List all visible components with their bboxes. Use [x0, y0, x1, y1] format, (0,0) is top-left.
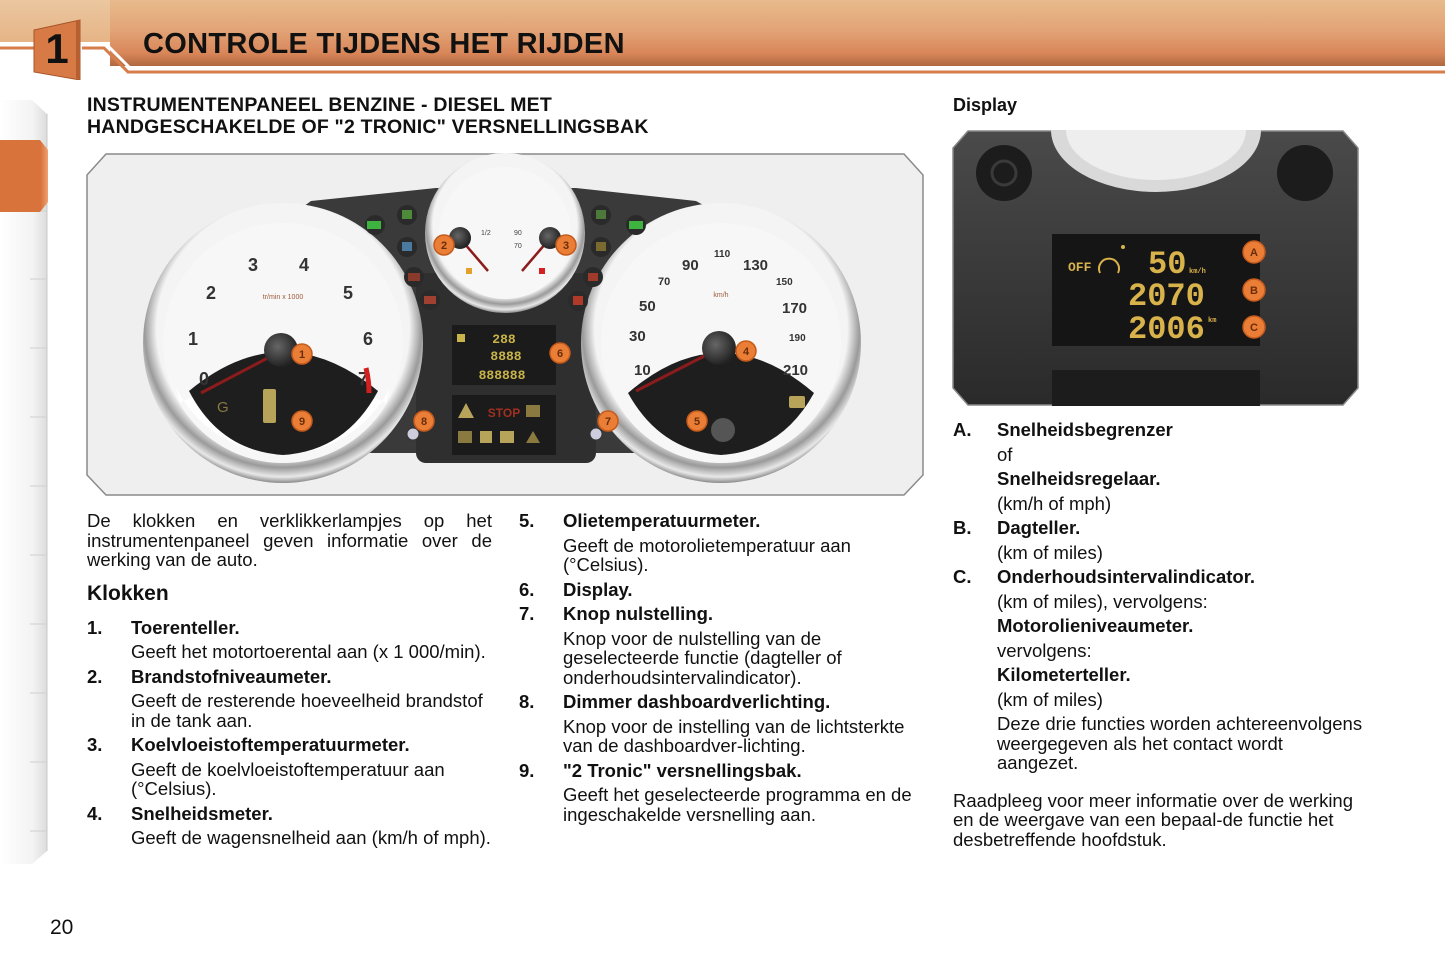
item-line: Onderhoudsintervalindicator. [997, 566, 1256, 587]
svg-text:288: 288 [492, 332, 516, 347]
chapter-header [0, 0, 1445, 80]
svg-text:3: 3 [562, 240, 570, 252]
section-title-line2: HANDGESCHAKELDE OF "2 TRONIC" VERSNELLINGSBAK [87, 116, 649, 138]
svg-text:90: 90 [514, 230, 522, 237]
svg-text:90: 90 [682, 257, 699, 274]
svg-text:8: 8 [420, 416, 428, 428]
svg-text:888888: 888888 [478, 368, 526, 383]
item-line: Snelheidsbegrenzer [997, 419, 1173, 440]
list-item [519, 580, 929, 600]
item-number: 3. [87, 734, 103, 755]
svg-text:70: 70 [514, 243, 522, 250]
item-title: Dimmer dashboardverlichting. [563, 691, 831, 712]
column-display-functions [953, 420, 1363, 849]
fuel-temperature-gauge [425, 153, 585, 313]
svg-text:2070: 2070 [1128, 278, 1205, 315]
svg-text:150: 150 [776, 277, 793, 288]
speedometer-gauge [581, 203, 861, 483]
section-title [87, 94, 649, 138]
page-number: 20 [50, 916, 74, 939]
list-item [519, 692, 929, 756]
item-title: Knop nulstelling. [563, 603, 714, 624]
svg-text:1: 1 [298, 349, 306, 361]
svg-text:9: 9 [298, 416, 306, 428]
item-number: 9. [519, 759, 535, 781]
svg-text:7: 7 [358, 369, 369, 389]
page-title: CONTROLE TIJDENS HET RIJDEN [143, 28, 625, 60]
chapter-number: 1 [45, 25, 69, 72]
svg-text:170: 170 [782, 300, 808, 317]
list-item [519, 511, 929, 575]
list-item [87, 804, 492, 848]
item-letter: A. [953, 419, 972, 440]
item-title: Snelheidsmeter. [131, 802, 273, 824]
svg-text:210: 210 [783, 362, 809, 379]
svg-text:km/h: km/h [713, 292, 729, 299]
svg-text:tr/min x 1000: tr/min x 1000 [262, 294, 304, 301]
list-item [87, 735, 492, 799]
item-description: Geeft de koelvloeistoftemperatuur aan (°Celsius). [131, 758, 445, 799]
item-line: Motorolieniveaumeter. [997, 615, 1194, 636]
list-item [953, 420, 1363, 513]
svg-text:3: 3 [248, 255, 259, 275]
item-number: 6. [519, 578, 535, 600]
svg-text:2006: 2006 [1128, 311, 1205, 348]
svg-text:2: 2 [440, 240, 448, 252]
svg-text:G: G [217, 399, 229, 416]
svg-text:2: 2 [206, 283, 217, 303]
subheading-klokken: Klokken [87, 581, 169, 605]
item-description: Knop voor de nulstelling van de geselecteerde functie (dagteller of onderhoudsintervalindicator). [563, 627, 842, 688]
chapter-side-tabs [0, 96, 50, 866]
item-line: Deze drie functies worden achtereenvolgens weergegeven als het contact wordt aangezet. [997, 713, 1363, 773]
item-description: Geeft de motorolietemperatuur aan (°Celsius). [563, 534, 851, 575]
active-chapter-tab [0, 140, 48, 212]
item-title: Toerenteller. [131, 616, 240, 638]
svg-text:C: C [1250, 322, 1258, 334]
svg-text:10: 10 [634, 362, 651, 379]
item-line: Dagteller. [997, 517, 1081, 538]
item-number: 7. [519, 603, 535, 624]
item-number: 8. [519, 691, 535, 712]
item-line: of [997, 443, 1013, 465]
item-title: Olietemperatuurmeter. [563, 510, 761, 531]
tachometer-gauge [143, 203, 423, 483]
item-title: "2 Tronic" versnellingsbak. [563, 759, 802, 781]
item-number: 5. [519, 510, 535, 531]
svg-text:1: 1 [188, 329, 199, 349]
svg-text:km: km [1208, 317, 1217, 325]
svg-text:8888: 8888 [490, 349, 522, 364]
display-callouts [1243, 241, 1265, 338]
list-item [87, 618, 492, 662]
svg-text:0: 0 [199, 369, 210, 389]
item-description: Geeft de resterende hoeveelheid brandstof in de tank aan. [131, 690, 483, 731]
svg-text:190: 190 [789, 333, 806, 344]
list-item [519, 604, 929, 687]
svg-text:50: 50 [639, 298, 656, 315]
item-description: Geeft de wagensnelheid aan (km/h of mph). [131, 827, 491, 848]
item-number: 1. [87, 616, 103, 638]
item-line: Snelheidsregelaar. [997, 468, 1161, 489]
item-number: 2. [87, 665, 103, 687]
list-item [519, 761, 929, 825]
svg-text:110: 110 [714, 249, 731, 260]
item-line: (km of miles) [997, 688, 1103, 710]
svg-text:km/h: km/h [1189, 268, 1206, 276]
item-line: Kilometerteller. [997, 664, 1131, 685]
item-description: Geeft het geselecteerde programma en de ingeschakelde versnelling aan. [563, 784, 912, 825]
item-number: 4. [87, 802, 103, 824]
item-line: (km of miles) [997, 541, 1103, 563]
column-controls [519, 511, 929, 829]
svg-text:6: 6 [363, 329, 374, 349]
svg-text:6: 6 [556, 348, 564, 360]
svg-text:4: 4 [742, 346, 750, 358]
side-tabs-graphic [0, 96, 50, 866]
instrument-panel-figure [86, 153, 924, 496]
svg-text:30: 30 [629, 328, 646, 345]
svg-text:130: 130 [743, 257, 769, 274]
svg-text:A: A [1250, 247, 1258, 259]
item-description: Geeft het motortoerental aan (x 1 000/min). [131, 641, 486, 662]
svg-text:70: 70 [658, 276, 671, 288]
svg-text:5: 5 [343, 283, 354, 303]
svg-text:7: 7 [604, 416, 612, 428]
svg-text:1/2: 1/2 [481, 230, 491, 237]
display-figure [952, 130, 1359, 406]
item-line: vervolgens: [997, 639, 1092, 661]
list-item [953, 518, 1363, 562]
svg-text:5: 5 [693, 416, 701, 428]
item-title: Brandstofniveaumeter. [131, 665, 332, 687]
svg-text:4: 4 [299, 255, 310, 275]
svg-text:50: 50 [1148, 246, 1187, 283]
svg-text:OFF: OFF [1068, 260, 1092, 275]
column-gauges [87, 511, 492, 853]
item-description: Knop voor de instelling van de lichtsterkte van de dashboardver-lichting. [563, 715, 905, 756]
svg-text:STOP: STOP [487, 406, 521, 420]
item-title: Koelvloeistoftemperatuurmeter. [131, 734, 410, 755]
section-title-line1: INSTRUMENTENPANEEL BENZINE - DIESEL MET [87, 94, 553, 116]
list-item [87, 667, 492, 731]
display-section-title: Display [953, 95, 1018, 115]
item-line: (km of miles), vervolgens: [997, 590, 1208, 612]
svg-text:B: B [1250, 285, 1258, 297]
item-letter: C. [953, 566, 972, 587]
footnote-paragraph: Raadpleeg voor meer informatie over de werking en de weergave van een bepaal-de functie het desbetreffende hoofdstuk. [953, 789, 1354, 850]
item-title: Display. [563, 578, 633, 600]
item-line: (km/h of mph) [997, 492, 1112, 514]
list-item [953, 567, 1363, 773]
item-letter: B. [953, 517, 972, 538]
intro-paragraph: De klokken en verklikkerlampjes op het instrumentenpaneel geven informatie over de werking van de auto. [87, 510, 492, 570]
